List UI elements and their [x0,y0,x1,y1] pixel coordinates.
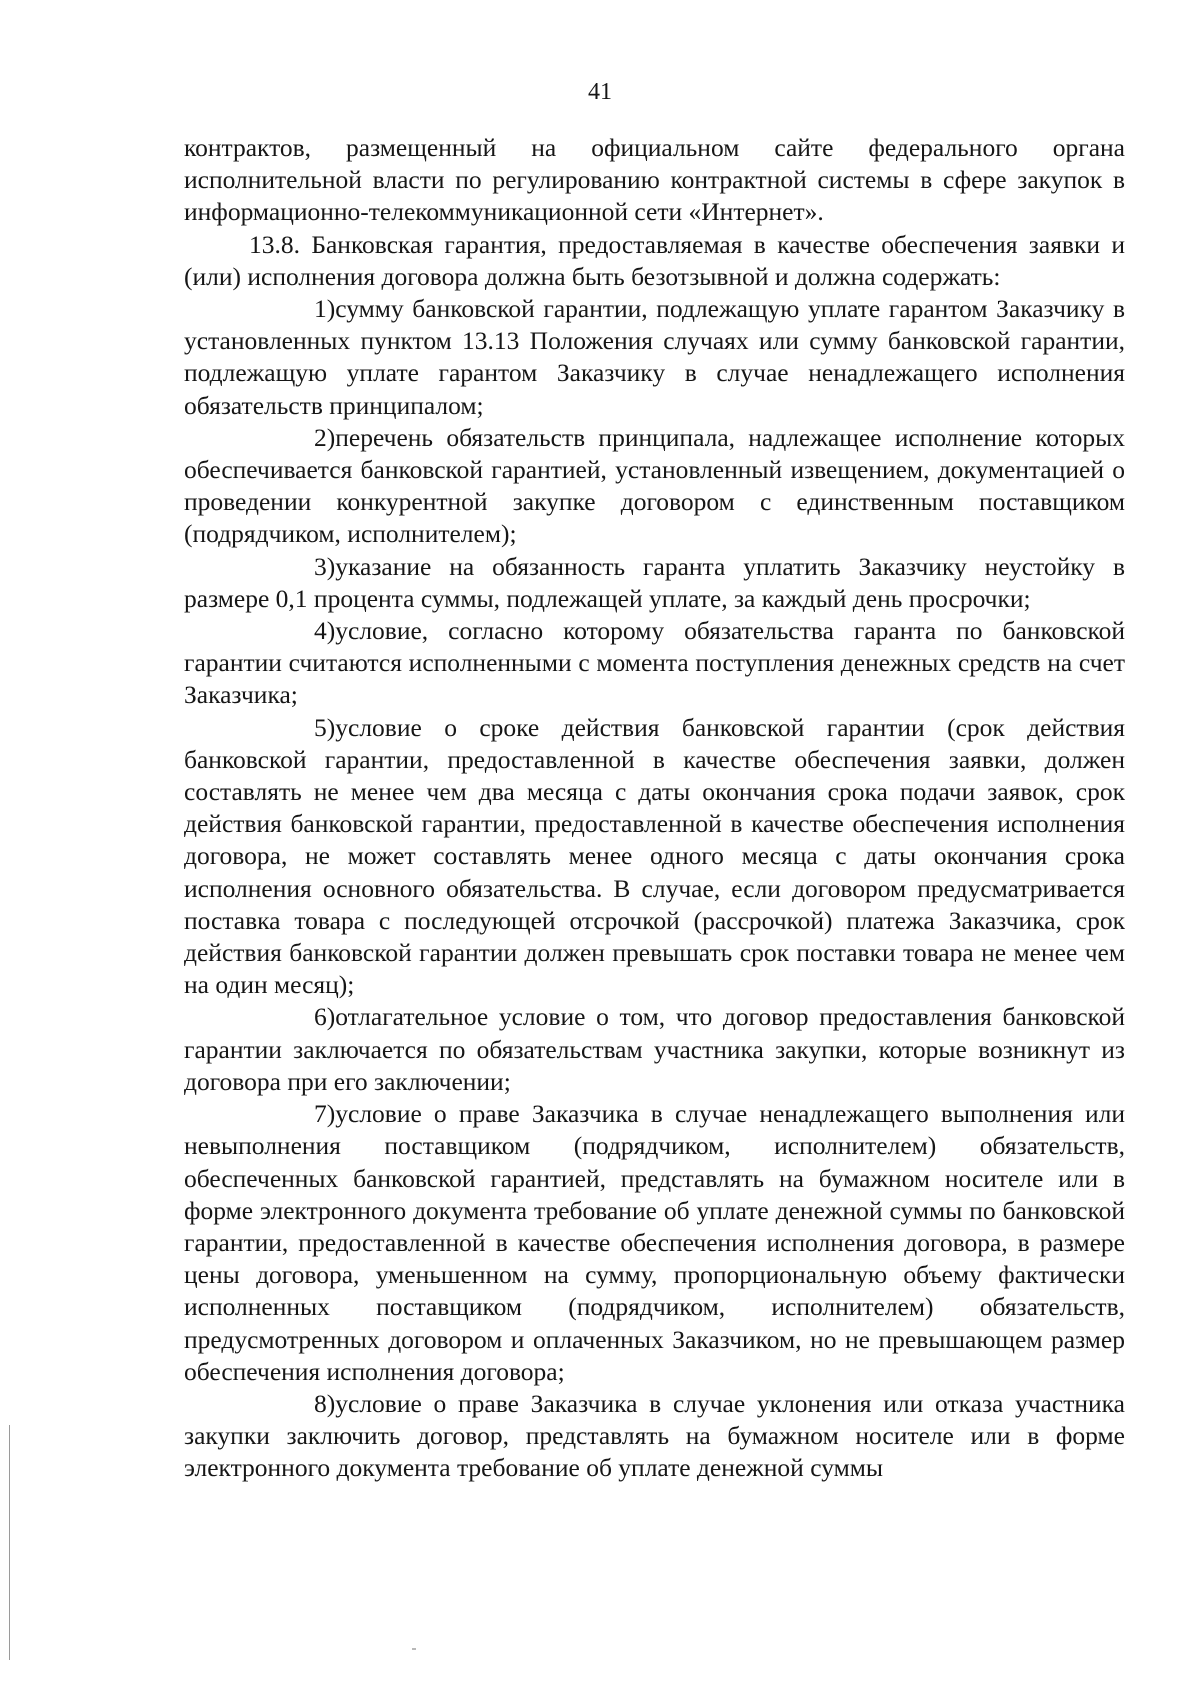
paragraph-clause-13-8 [184,229,1125,293]
list-item-number: 7) [314,1099,336,1129]
list-item [184,1098,1125,1388]
list-item-number: 2) [314,422,336,452]
list-item-text: указание на обязанность гаранта уплатить Заказчику неустойку в размере 0,1 процента суммы, подлежащей уплате, за каждый день просрочки; [184,551,1125,613]
list-item-text: условие о праве Заказчика в случае ненадлежащего выполнения или невыполнения поставщиком (подрядчиком, исполнителем) обязательств, обеспеченных банковской гарантией, представлять на бумажном носителе или в форме электронного документа требование об уплате денежной суммы по банковской гарантии, предоставленной в качестве обеспечения исполнения договора, в размере цены договора, уменьшенном на сумму, пропорциональную объему фактически исполненных поставщиком (подрядчиком, исполнителем) обязательств, предусмотренных договором и оплаченных Заказчиком, но не превышающем размер обеспечения исполнения договора; [184,1099,1125,1386]
list-item-number: 8) [314,1388,336,1418]
list-item-text: условие, согласно которому обязательства гаранта по банковской гарантии считаются исполненными с момента поступления денежных средств на счет Заказчика; [184,616,1125,710]
document-body [184,132,1125,1485]
list-item [184,1001,1125,1098]
page-number: 41 [588,79,612,105]
scan-speck [412,1648,416,1650]
paragraph-continuation [184,132,1125,229]
list-item-number: 5) [314,712,336,742]
list-item-number: 6) [314,1002,336,1032]
list-item [184,293,1125,422]
list-item [184,712,1125,1002]
list-item-text: сумму банковской гарантии, подлежащую уплате гарантом Заказчику в установленных пунктом 13.13 Положения случаях или сумму банковской гарантии, подлежащую уплате гарантом Заказчику в случае ненадлежащего исполнения обязательств принципалом; [184,294,1125,420]
list-item [184,615,1125,712]
list-item-number: 3) [314,551,336,581]
list-item-text: условие о праве Заказчика в случае уклонения или отказа участника закупки заключить договор, представлять на бумажном носителе или в форме электронного документа требование об уплате денежной суммы [184,1388,1125,1483]
paragraph-text: контрактов, размещенный на официальном сайте федерального органа исполнительной власти по регулированию контрактной системы в сфере закупок в информационно-телекоммуникационной сети «Интернет». [184,133,1125,227]
scan-edge-line [9,1425,10,1660]
list-item-text: условие о сроке действия банковской гарантии (срок действия банковской гарантии, предоставленной в качестве обеспечения заявки, должен составлять не менее чем два месяца с даты окончания срока подачи заявок, срок действия банковской гарантии, предоставленной в качестве обеспечения исполнения договора, не может составлять менее одного месяца с даты окончания срока исполнения основного обязательства. В случае, если договором предусматривается поставка товара с последующей отсрочкой (рассрочкой) платежа Заказчика, срок действия банковской гарантии должен превышать срок поставки товара не менее чем на один месяц); [184,712,1125,1000]
list-item-text: отлагательное условие о том, что договор предоставления банковской гарантии заключается по обязательствам участника закупки, которые возникнут из договора при его заключении; [184,1002,1125,1096]
paragraph-text: 13.8. Банковская гарантия, предоставляемая в качестве обеспечения заявки и (или) исполнения договора должна быть безотзывной и должна содержать: [184,229,1125,291]
list-item [184,1388,1125,1485]
list-item-number: 1) [314,294,336,324]
list-item [184,551,1125,615]
list-item [184,422,1125,551]
list-item-number: 4) [314,616,336,646]
list-item-text: перечень обязательств принципала, надлежащее исполнение которых обеспечивается банковской гарантией, установленный извещением, документацией о проведении конкурентной закупке договором с единственным поставщиком (подрядчиком, исполнителем); [184,422,1125,549]
